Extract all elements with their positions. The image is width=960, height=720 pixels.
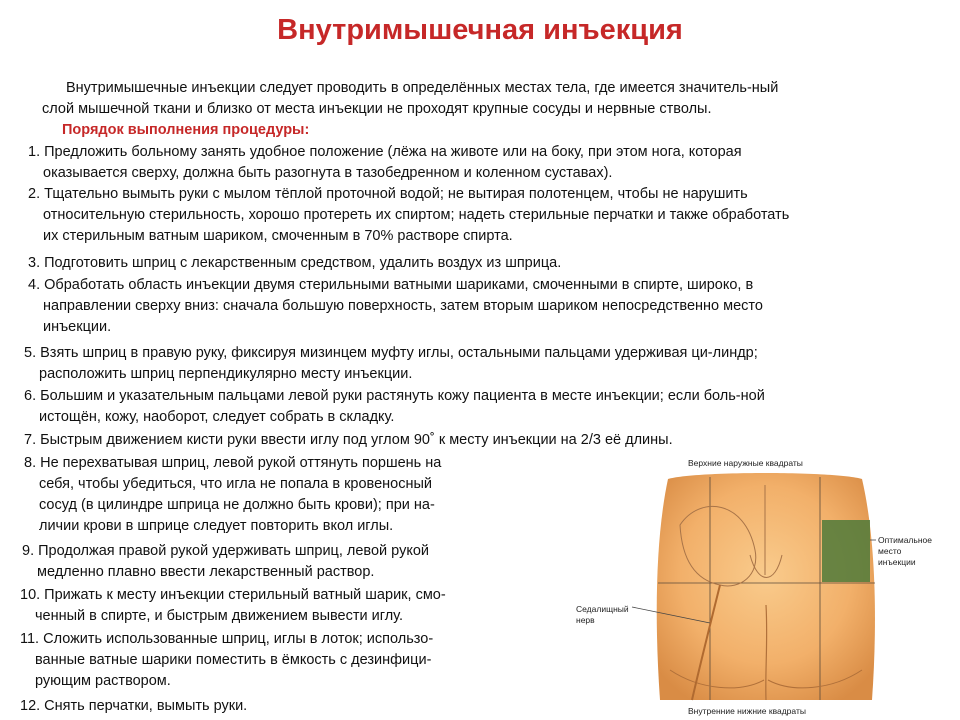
step-9 (22, 541, 429, 583)
step-line: 6. Большим и указательным пальцами левой руки растянуть кожу пациента в месте инъекции; если боль-ной (24, 388, 765, 404)
step-11 (20, 629, 433, 692)
step-4 (28, 275, 763, 338)
step-10 (20, 585, 446, 627)
label-optimal-site: Оптимальное место инъекции (878, 535, 932, 567)
page-title: Внутримышечная инъекция (277, 14, 683, 46)
step-line: 1. Предложить больному занять удобное положение (лёжа на животе или на боку, при этом нога, которая (28, 144, 742, 160)
step-line: 9. Продолжая правой рукой удерживать шприц, левой рукой (22, 543, 429, 559)
step-line: 10. Прижать к месту инъекции стерильный ватный шарик, смо- (20, 587, 446, 603)
step-line: 7. Быстрым движением кисти руки ввести иглу под углом 90˚ к месту инъекции на 2/3 её длины. (24, 432, 673, 448)
step-2 (28, 184, 789, 247)
step-line: медленно плавно ввести лекарственный раствор. (37, 564, 375, 580)
intro-line: Внутримышечные инъекции следует проводить в определённых местах тела, где имеется значитель-ный (66, 80, 779, 96)
step-line: себя, чтобы убедиться, что игла не попала в кровеносный (39, 476, 433, 492)
step-6 (24, 386, 765, 428)
step-line: 4. Обработать область инъекции двумя стерильными ватными шариками, смоченными в спирте, широко, в (28, 277, 754, 293)
step-line: сосуд (в цилиндре шприца не должно быть крови); при на- (39, 497, 435, 513)
step-1 (28, 142, 742, 184)
step-line: истощён, кожу, наоборот, следует собрать в складку. (39, 409, 395, 425)
step-line: ванные ватные шарики поместить в ёмкость с дезинфици- (35, 652, 432, 668)
step-line: 2. Тщательно вымыть руки с мылом тёплой проточной водой; не вытирая полотенцем, чтобы не нарушить (28, 186, 748, 202)
label-upper-outer-quadrants: Верхние наружные квадраты (688, 458, 803, 468)
step-line: рующим раствором. (35, 673, 171, 689)
step-7 (24, 430, 673, 451)
step-line: 8. Не перехватывая шприц, левой рукой оттянуть поршень на (24, 455, 442, 471)
step-line: 12. Снять перчатки, вымыть руки. (20, 698, 248, 714)
gluteal-injection-figure (570, 455, 955, 720)
step-line: 11. Сложить использованные шприц, иглы в лоток; использо- (20, 631, 434, 647)
label-sciatic-nerve: Седалищный нерв (576, 604, 629, 625)
buttocks-illustration (570, 455, 955, 720)
step-line: личии крови в шприце следует повторить вкол иглы. (39, 518, 394, 534)
intro-line: слой мышечной ткани и близко от места инъекции не проходят крупные сосуды и нервные стволы. (42, 101, 712, 117)
step-line: ченный в спирте, и быстрым движением вывести иглу. (35, 608, 403, 624)
step-line: их стерильным ватным шариком, смоченным в 70% растворе спирта. (43, 228, 513, 244)
step-line: 5. Взять шприц в правую руку, фиксируя мизинцем муфту иглы, остальными пальцами удерживая ци-линдр; (24, 345, 758, 361)
step-line: направлении сверху вниз: сначала большую поверхность, затем вторым шариком непосредственно место (43, 298, 763, 314)
procedure-heading: Порядок выполнения процедуры: (62, 122, 310, 138)
step-3 (28, 253, 561, 274)
step-line: инъекции. (43, 319, 112, 335)
step-line: расположить шприц перпендикулярно месту инъекции. (39, 366, 413, 382)
optimal-injection-zone (822, 520, 870, 582)
label-inner-lower-quadrants: Внутренние нижние квадраты (688, 706, 806, 716)
step-8 (24, 453, 441, 537)
step-line: оказывается сверху, должна быть разогнута в тазобедренном и коленном суставах). (43, 165, 613, 181)
step-line: относительную стерильность, хорошо протереть их спиртом; надеть стерильные перчатки и также обработать (43, 207, 790, 223)
step-12 (20, 696, 247, 717)
step-line: 3. Подготовить шприц с лекарственным средством, удалить воздух из шприца. (28, 255, 562, 271)
step-5 (24, 343, 758, 385)
